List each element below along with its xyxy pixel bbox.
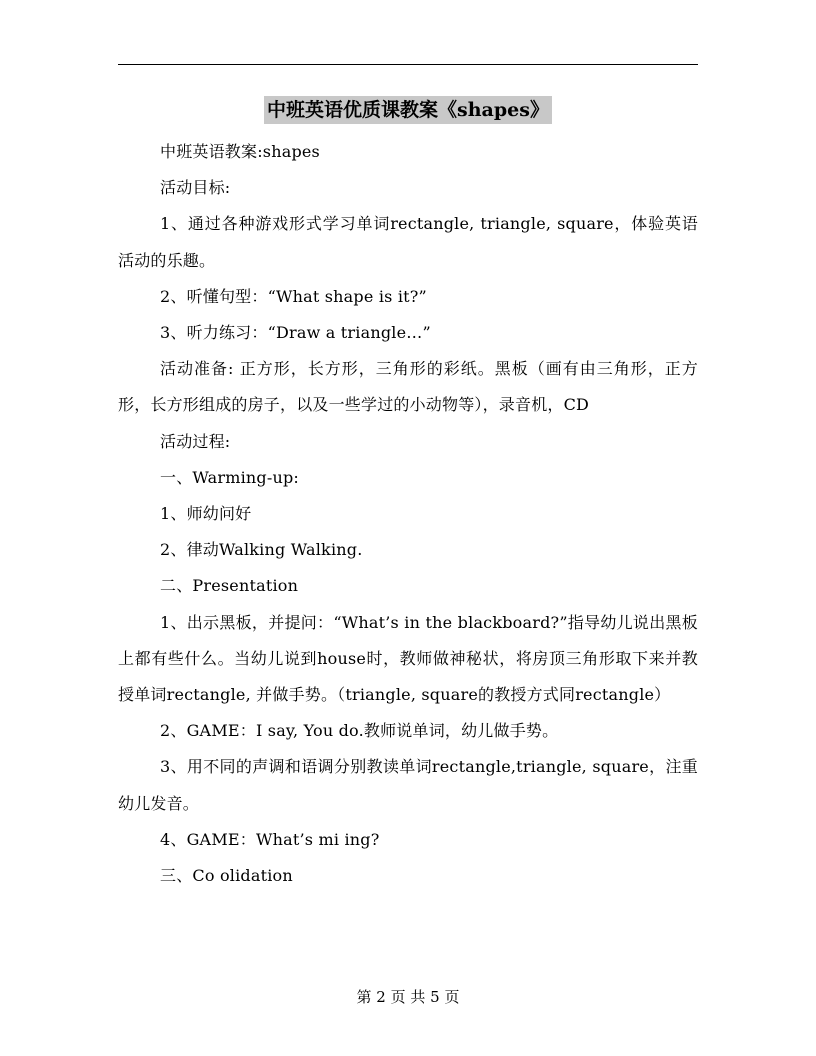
document-body [118, 134, 698, 894]
paragraph: 1、师幼问好 [160, 504, 252, 524]
paragraph: 活动目标: [160, 178, 231, 198]
paragraph: 三、Co olidation [160, 866, 293, 886]
paragraph: 4、GAME：What’s mi ing? [160, 829, 380, 849]
paragraph: 活动过程: [160, 431, 231, 451]
paragraph: 2、律动Walking Walking. [160, 540, 363, 560]
paragraph: 2、听懂句型：“What shape is it?” [160, 286, 427, 306]
page-number: 第 2 页 共 5 页 [356, 988, 460, 1006]
paragraph: 1、出示黑板，并提问：“What’s in the blackboard?”指导幼儿说出黑板上都有些什么。当幼儿说到house时，教师做神秘状，将房顶三角形取下来并教授单词rectangle, 并做手势。（triangle, square的教授方式同rectangle） [118, 612, 698, 705]
paragraph: 活动准备: 正方形，长方形，三角形的彩纸。黑板（画有由三角形，正方形，长方形组成的房子，以及一些学过的小动物等），录音机，CD [118, 359, 698, 415]
paragraph: 一、Warming-up: [160, 467, 300, 487]
paragraph: 3、听力练习：“Draw a triangle…” [160, 323, 431, 343]
paragraph: 2、GAME：I say, You do.教师说单词，幼儿做手势。 [160, 721, 559, 741]
header-rule [118, 64, 698, 65]
paragraph: 1、通过各种游戏形式学习单词rectangle, triangle, square，体验英语活动的乐趣。 [118, 214, 698, 270]
title-container [0, 96, 816, 124]
paragraph: 二、Presentation [160, 576, 299, 596]
paragraph: 中班英语教案:shapes [160, 142, 320, 161]
document-title: 中班英语优质课教案《shapes》 [264, 96, 552, 124]
paragraph: 3、用不同的声调和语调分别教读单词rectangle,triangle, square，注重幼儿发音。 [118, 757, 698, 813]
